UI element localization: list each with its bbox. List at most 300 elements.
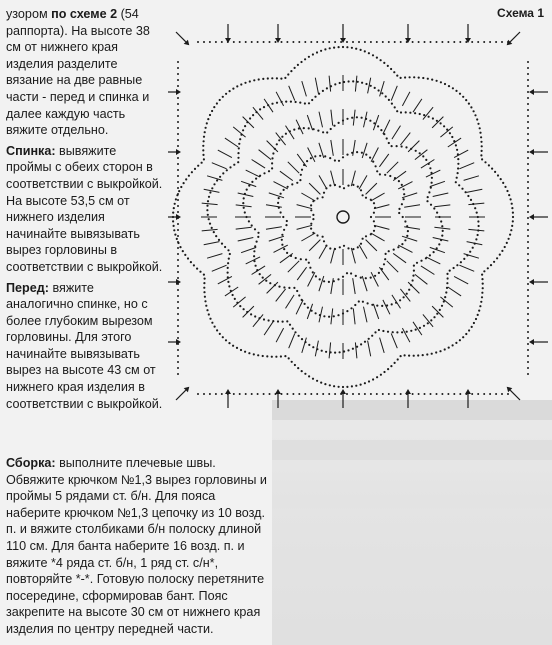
- chain-dot: [357, 246, 359, 248]
- frame-dot: [286, 393, 288, 395]
- frame-dot: [197, 41, 199, 43]
- chain-dot: [224, 246, 226, 248]
- chain-dot: [436, 313, 438, 315]
- chain-dot: [253, 255, 255, 257]
- chain-dot: [269, 282, 271, 284]
- frame-dot: [177, 319, 179, 321]
- chain-dot: [308, 127, 310, 129]
- chain-dot: [229, 253, 231, 255]
- frame-dot: [177, 97, 179, 99]
- chain-dot: [258, 78, 260, 80]
- chain-dot: [271, 167, 273, 169]
- chain-dot: [271, 356, 273, 358]
- chain-dot: [419, 113, 421, 115]
- chain-dot: [473, 110, 475, 112]
- chain-dot: [284, 77, 286, 79]
- chain-dot: [494, 171, 496, 173]
- stitch-mark: [366, 183, 377, 194]
- frame-dot: [527, 181, 529, 183]
- chain-dot: [431, 182, 433, 184]
- chain-dot: [248, 352, 250, 354]
- chain-dot: [226, 169, 228, 171]
- frame-dot: [527, 217, 529, 219]
- frame-dot: [275, 41, 277, 43]
- frame-dot: [177, 367, 179, 369]
- chain-dot: [244, 351, 246, 353]
- chain-dot: [315, 275, 317, 277]
- stitch-mark: [432, 306, 443, 317]
- chain-dot: [385, 253, 387, 255]
- chain-dot: [417, 354, 419, 356]
- chain-dot: [394, 362, 396, 364]
- chain-dot: [481, 292, 483, 294]
- stitch-mark: [238, 238, 254, 242]
- chain-dot: [396, 75, 398, 77]
- chain-dot: [401, 145, 403, 147]
- chain-dot: [297, 367, 299, 369]
- frame-dot: [177, 247, 179, 249]
- stitch-mark: [426, 170, 440, 177]
- chain-dot: [173, 207, 175, 209]
- stitch-mark: [276, 289, 286, 302]
- chain-dot: [227, 249, 229, 251]
- chain-dot: [205, 127, 207, 129]
- frame-dot: [209, 41, 211, 43]
- chain-dot: [478, 310, 480, 312]
- frame-dot: [430, 41, 432, 43]
- arrow-icon: [529, 149, 534, 155]
- stitch-mark: [468, 229, 484, 231]
- chain-dot: [295, 257, 297, 259]
- chain-dot: [227, 272, 229, 274]
- frame-dot: [471, 393, 473, 395]
- chain-dot: [378, 272, 380, 274]
- stitch-mark: [371, 272, 378, 286]
- chain-dot: [392, 331, 394, 333]
- chain-dot: [289, 324, 291, 326]
- frame-dot: [298, 393, 300, 395]
- chain-dot: [337, 314, 339, 316]
- stitch-mark: [383, 300, 390, 314]
- chain-dot: [360, 343, 362, 345]
- frame-dot: [527, 373, 529, 375]
- chain-dot: [201, 162, 203, 164]
- chain-dot: [384, 258, 386, 260]
- frame-dot: [316, 41, 318, 43]
- chain-dot: [228, 258, 230, 260]
- chain-dot: [324, 155, 326, 157]
- chain-dot: [355, 275, 357, 277]
- chain-dot: [278, 139, 280, 141]
- arrow-icon: [529, 214, 534, 220]
- chain-dot: [194, 168, 196, 170]
- frame-dot: [177, 313, 179, 315]
- chain-dot: [267, 77, 269, 79]
- chain-dot: [511, 225, 513, 227]
- chain-dot: [276, 102, 278, 104]
- stitch-mark: [259, 274, 272, 284]
- stitch-mark: [331, 140, 334, 156]
- stitch-mark: [374, 205, 390, 209]
- frame-dot: [527, 115, 529, 117]
- chain-dot: [301, 370, 303, 372]
- chain-dot: [322, 236, 324, 238]
- frame-dot: [453, 393, 455, 395]
- stitch-mark: [276, 92, 284, 106]
- chain-dot: [333, 125, 335, 127]
- chain-dot: [356, 116, 358, 118]
- chain-dot: [244, 82, 246, 84]
- chain-dot: [253, 250, 255, 252]
- chain-dot: [229, 90, 231, 92]
- chain-dot: [365, 154, 367, 156]
- chain-dot: [203, 136, 205, 138]
- stitch-mark: [393, 171, 406, 180]
- frame-dot: [501, 393, 503, 395]
- chain-dot: [206, 205, 208, 207]
- chain-dot: [191, 171, 193, 173]
- chain-dot: [252, 114, 254, 116]
- chain-dot: [248, 220, 250, 222]
- stitch-mark: [329, 76, 331, 92]
- chain-dot: [300, 61, 302, 63]
- chain-dot: [443, 125, 445, 127]
- chain-dot: [407, 230, 409, 232]
- chain-dot: [474, 114, 476, 116]
- chain-dot: [232, 345, 234, 347]
- stitch-mark: [331, 278, 334, 294]
- frame-dot: [298, 41, 300, 43]
- chain-dot: [406, 235, 408, 237]
- chain-dot: [396, 331, 398, 333]
- frame-dot: [388, 41, 390, 43]
- chain-dot: [427, 78, 429, 80]
- chain-dot: [204, 278, 206, 280]
- frame-dot: [483, 393, 485, 395]
- frame-dot: [358, 393, 360, 395]
- frame-dot: [527, 127, 529, 129]
- arrow-icon: [510, 32, 520, 42]
- chain-dot: [236, 347, 238, 349]
- chain-dot: [457, 172, 459, 174]
- chain-dot: [278, 286, 280, 288]
- chain-dot: [238, 147, 240, 149]
- stitch-mark: [202, 229, 218, 231]
- chain-dot: [360, 49, 362, 51]
- chain-dot: [388, 250, 390, 252]
- chain-dot: [243, 308, 245, 310]
- frame-dot: [364, 393, 366, 395]
- chain-dot: [376, 170, 378, 172]
- stitch-mark: [398, 182, 412, 189]
- chain-dot: [433, 316, 435, 318]
- chain-dot: [342, 276, 344, 278]
- chain-dot: [372, 54, 374, 56]
- chain-dot: [262, 277, 264, 279]
- chain-dot: [481, 296, 483, 298]
- stitch-mark: [319, 112, 323, 128]
- chain-dot: [266, 355, 268, 357]
- chain-dot: [338, 386, 340, 388]
- frame-dot: [501, 41, 503, 43]
- chain-dot: [365, 277, 367, 279]
- chain-dot: [499, 254, 501, 256]
- stitch-mark: [286, 295, 295, 309]
- stitch-mark: [464, 176, 479, 181]
- chain-dot: [403, 188, 405, 190]
- frame-dot: [257, 393, 259, 395]
- chain-dot: [449, 270, 451, 272]
- frame-dot: [177, 235, 179, 237]
- chain-dot: [238, 143, 240, 145]
- frame-dot: [527, 169, 529, 171]
- frame-dot: [364, 41, 366, 43]
- chain-dot: [300, 174, 302, 176]
- chain-dot: [457, 167, 459, 169]
- frame-dot: [527, 235, 529, 237]
- chain-dot: [413, 76, 415, 78]
- stitch-mark: [274, 182, 288, 189]
- frame-dot: [352, 41, 354, 43]
- stitch-mark: [274, 245, 288, 252]
- frame-dot: [370, 41, 372, 43]
- chain-dot: [479, 127, 481, 129]
- chain-dot: [352, 80, 354, 82]
- frame-dot: [527, 85, 529, 87]
- arrow-icon: [529, 89, 534, 95]
- frame-dot: [527, 187, 529, 189]
- stitch-mark: [387, 162, 398, 173]
- chain-dot: [484, 161, 486, 163]
- frame-dot: [471, 41, 473, 43]
- chain-dot: [255, 265, 257, 267]
- frame-dot: [177, 169, 179, 171]
- chain-dot: [294, 67, 296, 69]
- chain-dot: [479, 305, 481, 307]
- arrow-icon: [529, 279, 534, 285]
- frame-dot: [527, 109, 529, 111]
- frame-dot: [388, 393, 390, 395]
- frame-dot: [527, 319, 529, 321]
- chain-dot: [310, 204, 312, 206]
- chain-dot: [455, 342, 457, 344]
- frame-dot: [495, 41, 497, 43]
- frame-dot: [292, 41, 294, 43]
- stitch-mark: [433, 193, 449, 197]
- chain-dot: [262, 78, 264, 80]
- chain-dot: [283, 248, 285, 250]
- chain-dot: [413, 355, 415, 357]
- stitch-mark: [289, 333, 295, 348]
- chain-dot: [480, 141, 482, 143]
- frame-dot: [245, 393, 247, 395]
- chain-dot: [374, 275, 376, 277]
- chain-dot: [444, 83, 446, 85]
- chain-dot: [390, 365, 392, 367]
- stitch-mark: [353, 278, 356, 294]
- chain-dot: [511, 203, 513, 205]
- chain-dot: [481, 274, 483, 276]
- chain-dot: [382, 330, 384, 332]
- stitch-mark: [353, 110, 355, 126]
- chain-dot: [265, 280, 267, 282]
- chain-dot: [406, 331, 408, 333]
- chain-dot: [368, 338, 370, 340]
- chain-dot: [362, 301, 364, 303]
- chain-dot: [502, 182, 504, 184]
- chain-dot: [365, 83, 367, 85]
- chain-dot: [357, 81, 359, 83]
- arrow-icon: [176, 149, 181, 155]
- chain-dot: [242, 129, 244, 131]
- frame-dot: [394, 41, 396, 43]
- arrow-icon: [176, 390, 186, 400]
- frame-dot: [263, 41, 265, 43]
- frame-dot: [477, 41, 479, 43]
- frame-dot: [527, 301, 529, 303]
- chain-dot: [206, 209, 208, 211]
- chain-dot: [280, 355, 282, 357]
- chain-dot: [480, 301, 482, 303]
- chain-dot: [387, 65, 389, 67]
- stitch-mark: [408, 282, 419, 293]
- stitch-mark: [309, 240, 320, 251]
- chain-dot: [196, 268, 198, 270]
- frame-dot: [177, 79, 179, 81]
- stitch-mark: [402, 92, 410, 106]
- chain-dot: [487, 267, 489, 269]
- chain-dot: [451, 136, 453, 138]
- chain-dot: [426, 200, 428, 202]
- chain-dot: [208, 313, 210, 315]
- chain-dot: [202, 145, 204, 147]
- chain-dot: [211, 227, 213, 229]
- chain-dot: [483, 270, 485, 272]
- chain-dot: [296, 182, 298, 184]
- frame-dot: [221, 41, 223, 43]
- stitch-mark: [264, 322, 273, 335]
- chain-dot: [257, 354, 259, 356]
- chain-dot: [175, 198, 177, 200]
- chain-dot: [351, 47, 353, 49]
- stitch-mark: [331, 110, 333, 126]
- chain-dot: [199, 271, 201, 273]
- frame-dot: [177, 73, 179, 75]
- chain-dot: [508, 238, 510, 240]
- chain-dot: [490, 264, 492, 266]
- chain-dot: [310, 228, 312, 230]
- chain-dot: [480, 154, 482, 156]
- chain-dot: [316, 197, 318, 199]
- chain-dot: [333, 385, 335, 387]
- stitch-mark: [246, 170, 260, 177]
- chain-dot: [209, 318, 211, 320]
- frame-dot: [177, 259, 179, 261]
- chain-dot: [409, 76, 411, 78]
- chain-dot: [203, 158, 205, 160]
- chain-dot: [383, 371, 385, 373]
- frame-dot: [257, 41, 259, 43]
- chain-dot: [218, 239, 220, 241]
- frame-dot: [334, 41, 336, 43]
- chain-dot: [430, 204, 432, 206]
- chain-dot: [333, 315, 335, 317]
- chain-dot: [304, 58, 306, 60]
- chain-dot: [204, 296, 206, 298]
- frame-dot: [197, 393, 199, 395]
- chain-dot: [351, 385, 353, 387]
- stitch-mark: [315, 78, 318, 94]
- stitch-mark: [351, 248, 355, 264]
- chain-dot: [322, 90, 324, 92]
- chain-dot: [271, 157, 273, 159]
- stitch-mark: [276, 133, 286, 146]
- chain-dot: [228, 285, 230, 287]
- chain-dot: [362, 238, 364, 240]
- chain-dot: [308, 102, 310, 104]
- chain-dot: [462, 336, 464, 338]
- chain-dot: [361, 82, 363, 84]
- chain-dot: [391, 103, 393, 105]
- chain-dot: [476, 212, 478, 214]
- frame-dot: [177, 349, 179, 351]
- chain-dot: [455, 144, 457, 146]
- chain-dot: [294, 364, 296, 366]
- stitch-mark: [253, 107, 263, 119]
- chain-dot: [206, 122, 208, 124]
- chain-dot: [283, 286, 285, 288]
- frame-dot: [527, 163, 529, 165]
- chain-dot: [334, 159, 336, 161]
- chain-dot: [290, 101, 292, 103]
- stitch-mark: [207, 254, 222, 259]
- frame-dot: [527, 175, 529, 177]
- chain-dot: [430, 319, 432, 321]
- chain-dot: [364, 341, 366, 343]
- chain-dot: [237, 152, 239, 154]
- frame-dot: [328, 393, 330, 395]
- frame-dot: [177, 211, 179, 213]
- chain-dot: [276, 77, 278, 79]
- chain-dot: [380, 59, 382, 61]
- stitch-mark: [355, 76, 357, 92]
- chain-dot: [312, 53, 314, 55]
- chain-dot: [398, 212, 400, 214]
- chain-dot: [433, 251, 435, 253]
- chain-dot: [400, 77, 402, 79]
- chain-dot: [209, 191, 211, 193]
- chain-dot: [249, 117, 251, 119]
- stitch-mark: [402, 236, 417, 241]
- chain-dot: [232, 88, 234, 90]
- chain-dot: [257, 236, 259, 238]
- chain-dot: [467, 195, 469, 197]
- frame-dot: [322, 393, 324, 395]
- chain-dot: [440, 220, 442, 222]
- frame-dot: [527, 61, 529, 63]
- frame-dot: [177, 163, 179, 165]
- chain-dot: [460, 261, 462, 263]
- chain-dot: [249, 80, 251, 82]
- chain-dot: [511, 207, 513, 209]
- chain-dot: [356, 151, 358, 153]
- stitch-mark: [379, 154, 388, 167]
- frame-dot: [527, 241, 529, 243]
- chain-dot: [286, 320, 288, 322]
- frame-dot: [527, 247, 529, 249]
- chain-dot: [355, 48, 357, 50]
- chain-dot: [373, 202, 375, 204]
